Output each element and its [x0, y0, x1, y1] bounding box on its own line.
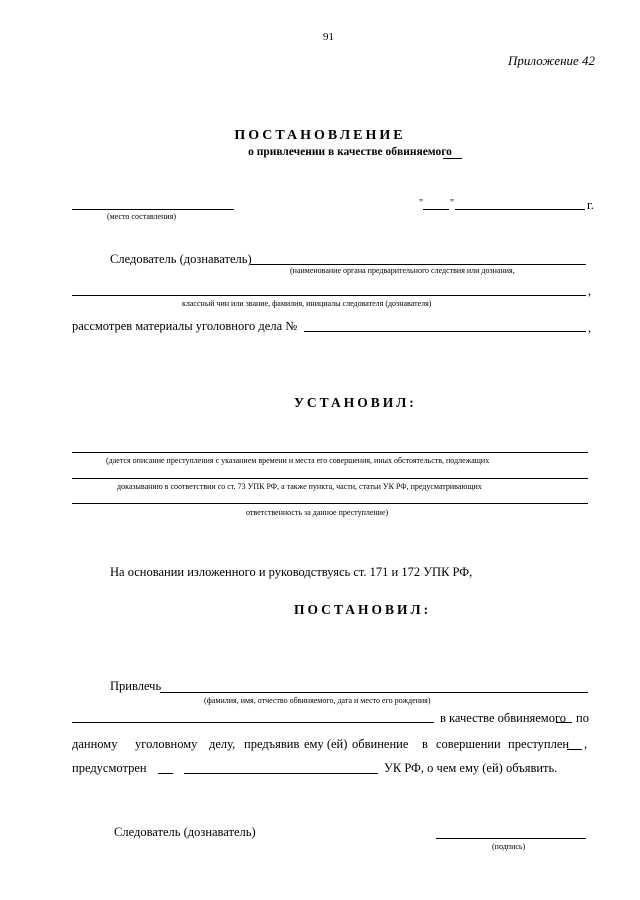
- page-number: 91: [323, 31, 334, 43]
- investigator-rank-caption: классный чин или звание, фамилия, инициалы следователя (дознавателя): [182, 299, 432, 308]
- person-caption: (фамилия, имя, отчество обвиняемого, дата и место его рождения): [204, 696, 431, 705]
- established-heading: УСТАНОВИЛ:: [294, 395, 417, 410]
- accused-text: в качестве обвиняемого: [440, 711, 567, 725]
- document-title: ПОСТАНОВЛЕНИЕ: [234, 128, 406, 143]
- provided-end: УК РФ, о чем ему (ей) объявить.: [384, 761, 558, 775]
- basis-text: На основании изложенного и руководствуясь ст. 171 и 172 УПК РФ,: [110, 565, 473, 579]
- involve-person-line: [160, 692, 588, 693]
- established-line-3: [72, 503, 588, 504]
- established-line-2: [72, 478, 588, 479]
- involve-label: Привлечь: [110, 679, 162, 693]
- year-suffix: г.: [587, 198, 594, 212]
- investigator-label: Следователь (дознаватель): [110, 252, 252, 266]
- date-quote-close: ": [450, 198, 455, 209]
- case-number-line: [304, 331, 586, 332]
- established-caption-2: доказыванию в соответствии со ст. 73 УПК РФ, а также пункта, части, статьи УК РФ, предусматривающих: [117, 482, 482, 491]
- charge-word-4: предъявив: [244, 737, 300, 751]
- investigator-org-line: [250, 264, 586, 265]
- appendix-label: Приложение 42: [508, 53, 596, 68]
- signature-caption: (подпись): [492, 842, 526, 851]
- document-subtitle: о привлечении в качестве обвиняемого: [248, 146, 452, 158]
- established-caption-3: ответственность за данное преступление): [246, 508, 389, 517]
- case-label: рассмотрев материалы уголовного дела №: [72, 319, 298, 333]
- investigator-rank-line: [72, 295, 586, 296]
- charge-word-6: обвинение: [352, 737, 409, 751]
- investigator-org-caption: (наименование органа предварительного следствия или дознания,: [290, 266, 515, 275]
- provided-label: предусмотрен: [72, 761, 147, 775]
- place-line: [72, 209, 234, 210]
- charge-word-7: в: [422, 737, 428, 751]
- place-caption: (место составления): [107, 212, 176, 221]
- charge-word-1: данному: [72, 737, 118, 751]
- established-caption-1: (дается описание преступления с указанием времени и места его совершения, иных обстоятельств, подлежащих: [106, 456, 490, 465]
- established-line-1: [72, 452, 588, 453]
- date-month-year-line: [455, 209, 585, 210]
- article-line: [184, 773, 378, 774]
- accused-end: по: [576, 711, 589, 725]
- provided-suffix-line: [158, 773, 173, 774]
- signature-line: [436, 838, 586, 839]
- investigator-rank-comma: ,: [588, 284, 592, 298]
- charge-word-2: уголовному: [135, 737, 198, 751]
- resolved-heading: ПОСТАНОВИЛ:: [294, 602, 432, 617]
- case-comma: ,: [588, 321, 592, 335]
- crime-suffix-line: [567, 749, 582, 750]
- date-quote-open: ": [419, 198, 424, 209]
- charge-word-8: совершении: [436, 737, 501, 751]
- charge-word-9: преступлен: [508, 737, 570, 751]
- signature-label: Следователь (дознаватель): [114, 825, 256, 839]
- charge-word-3: делу,: [209, 737, 236, 751]
- date-day-line: [423, 209, 449, 210]
- accused-suffix-line: [556, 722, 572, 723]
- charge-word-5: ему (ей): [304, 737, 348, 751]
- accused-blank-line: [72, 722, 434, 723]
- subtitle-blank-line: [443, 158, 462, 159]
- charge-comma: ,: [584, 737, 588, 751]
